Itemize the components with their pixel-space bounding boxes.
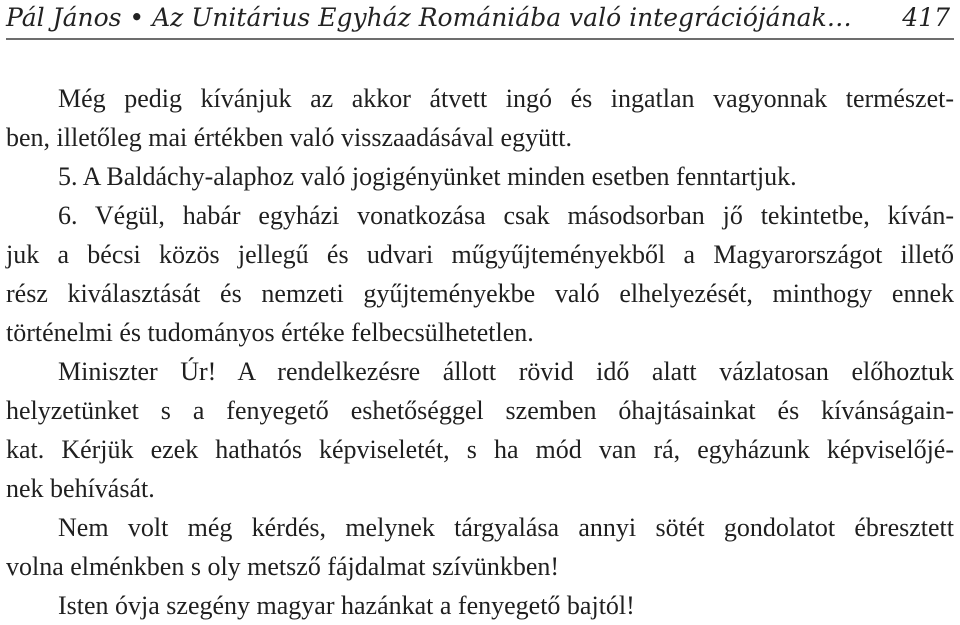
text-line: volna elménkben s oly metsző fájdalmat szívünkben! [6, 552, 560, 581]
text-line: Még pedig kívánjuk az akkor átvett ingó és ingatlan vagyonnak természet- [58, 84, 954, 113]
body-text [6, 79, 954, 625]
page-number: 417 [902, 3, 950, 32]
running-head-title: Pál János • Az Unitárius Egyház Romániába való integrációjának… [6, 3, 852, 32]
text-line: kat. Kérjük ezek hathatós képviseletét, s ha mód van rá, egyházunk képviselőjé- [6, 435, 954, 464]
text-line: 5. A Baldáchy-alaphoz való jogigényünket minden esetben fenntartjuk. [58, 162, 797, 191]
text-line: nek behívását. [6, 474, 155, 503]
text-line: helyzetünket s a fenyegető eshetőséggel szemben óhajtásainkat és kívánságain- [6, 396, 954, 425]
text-line: Miniszter Úr! A rendelkezésre állott rövid idő alatt vázlatosan előhoztuk [58, 357, 954, 386]
text-line: rész kiválasztását és nemzeti gyűjteményekbe való elhelyezését, minthogy ennek [6, 279, 954, 308]
text-line: Isten óvja szegény magyar hazánkat a fenyegető bajtól! [58, 591, 635, 620]
text-line: 6. Végül, habár egyházi vonatkozása csak másodsorban jő tekintetbe, kíván- [58, 201, 954, 230]
text-line: történelmi és tudományos értéke felbecsülhetetlen. [6, 318, 534, 347]
header-rule [6, 38, 954, 40]
document-page [6, 0, 954, 620]
running-head [6, 0, 954, 36]
text-line: juk a bécsi közös jellegű és udvari műgyűjteményekből a Magyarországot illető [6, 240, 954, 269]
text-line: ben, illetőleg mai értékben való visszaadásával együtt. [6, 123, 573, 152]
text-line: Nem volt még kérdés, melynek tárgyalása annyi sötét gondolatot ébresztett [58, 513, 954, 542]
